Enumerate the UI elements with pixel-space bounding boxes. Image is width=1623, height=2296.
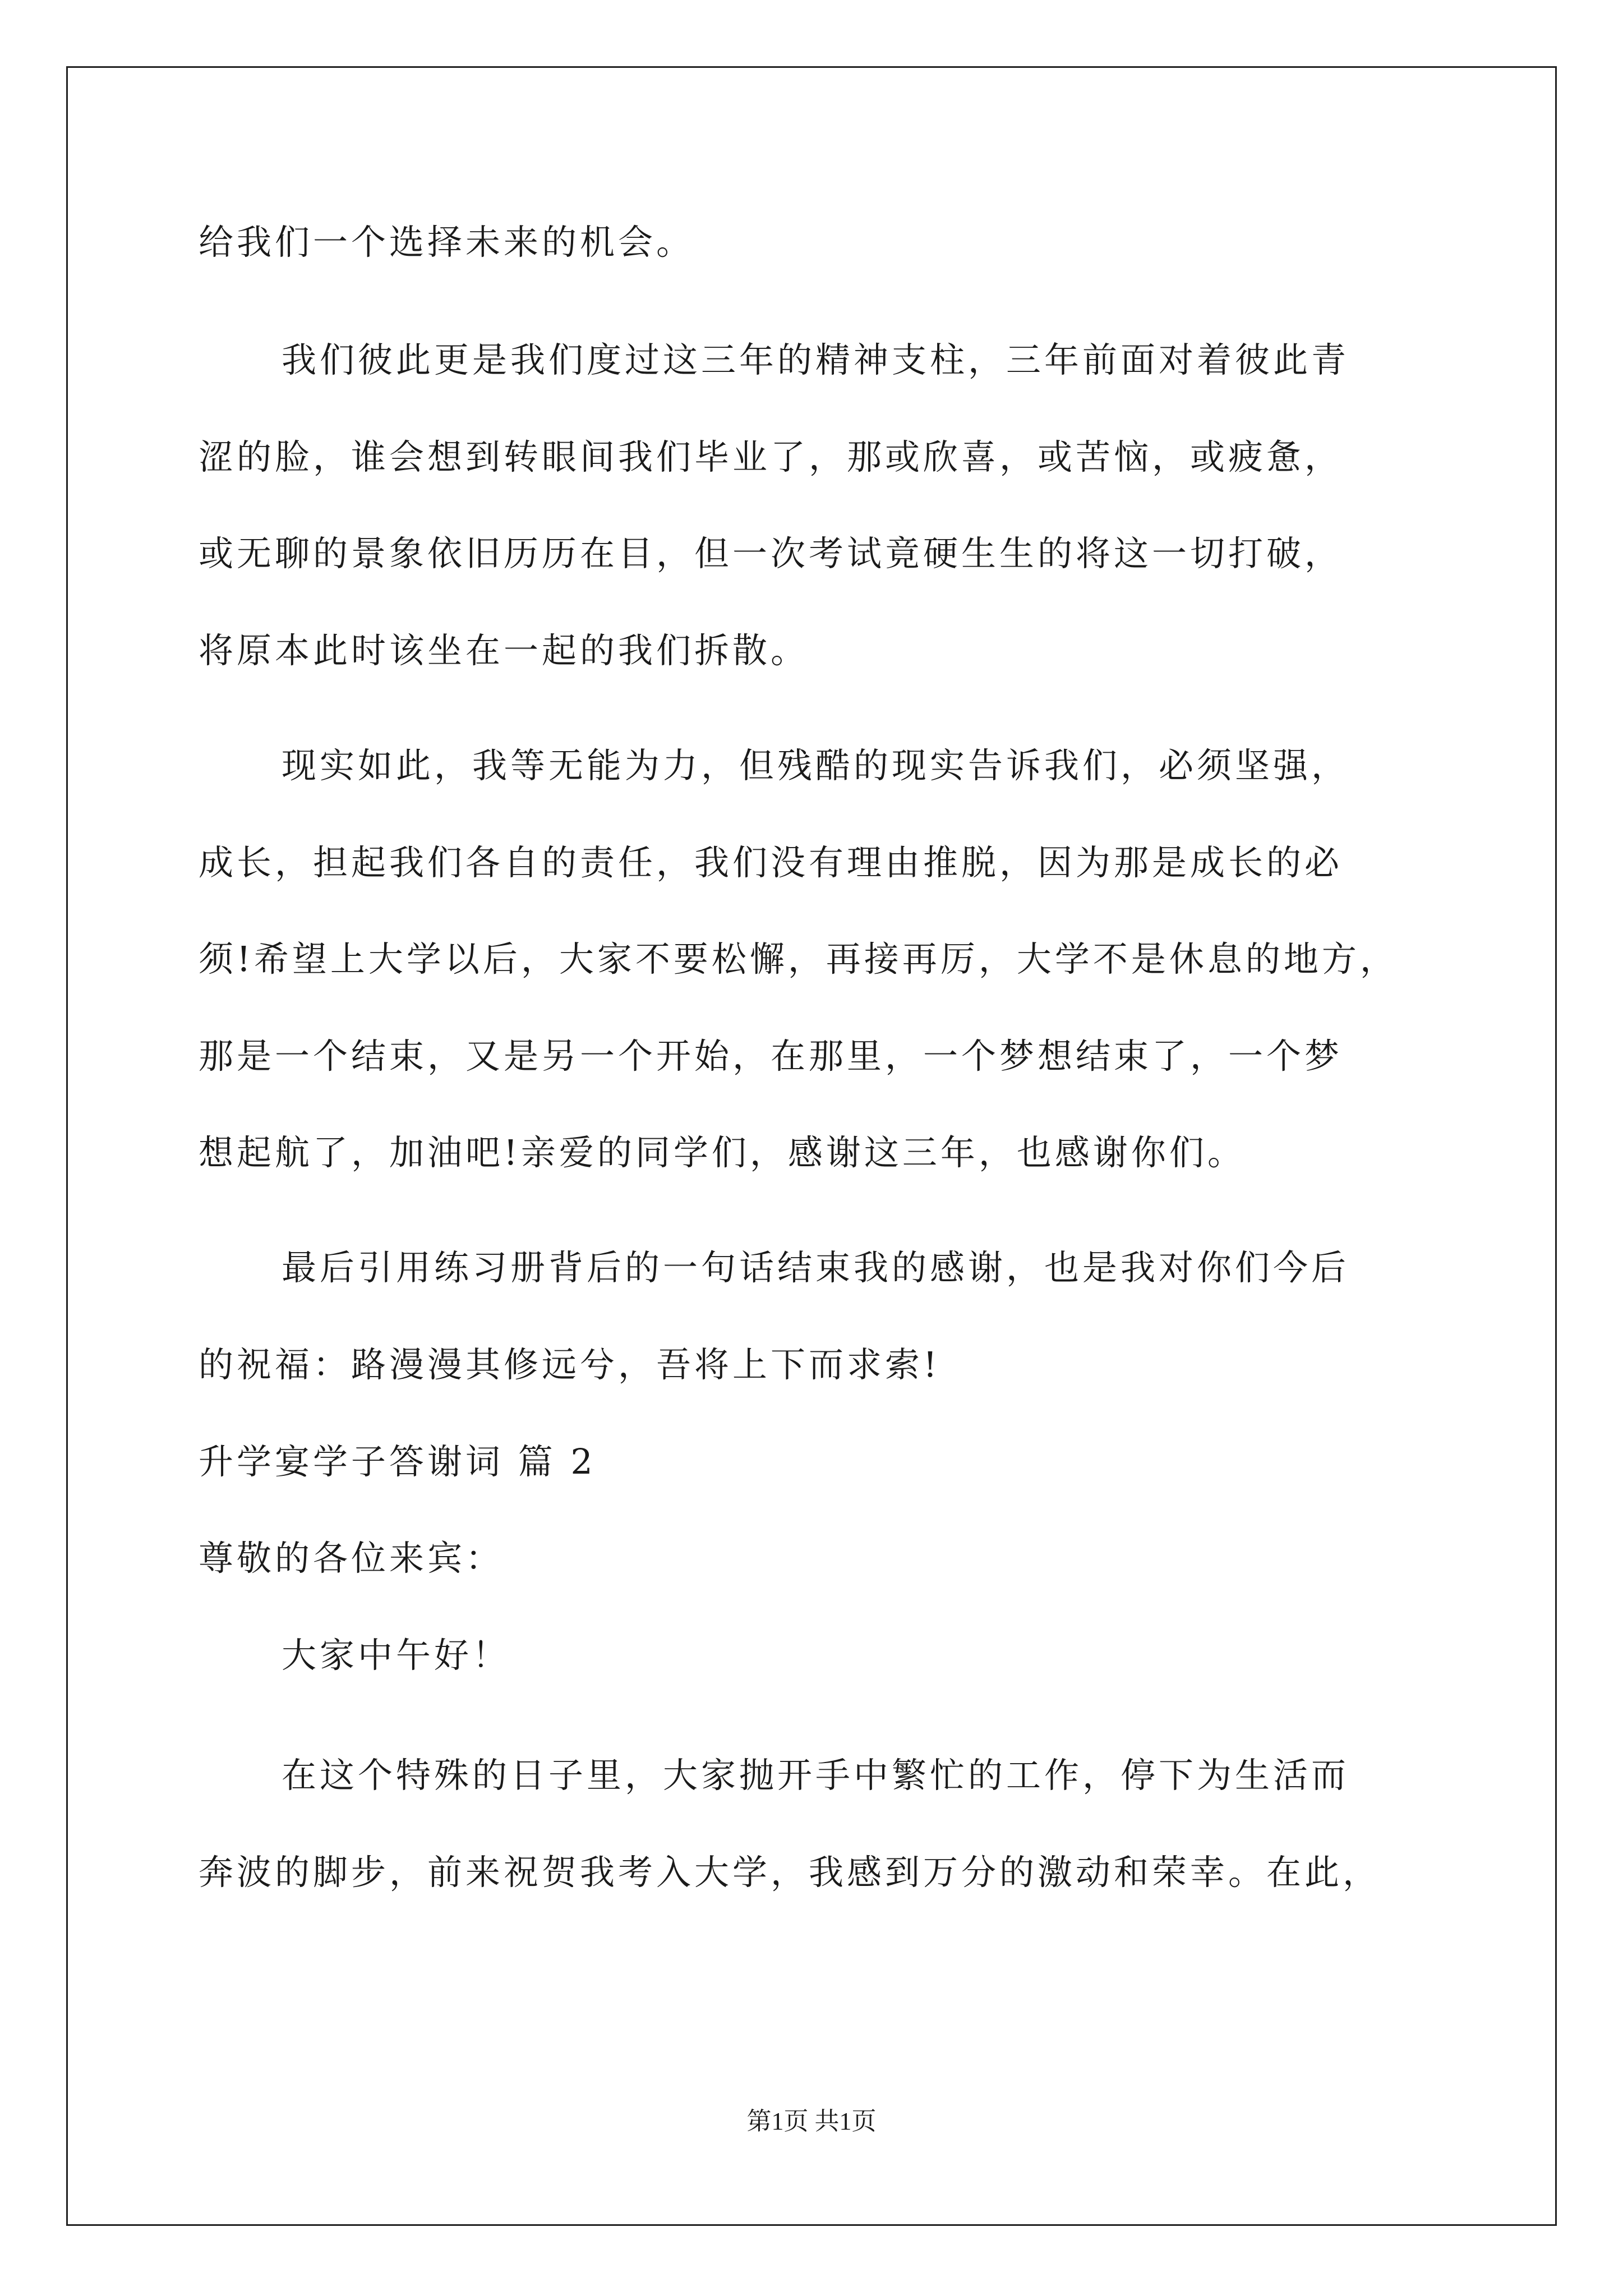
- salutation: 尊敬的各位来宾：: [199, 1538, 504, 1579]
- text-line: 或无聊的景象依旧历历在目，但一次考试竟硬生生的将这一切打破，: [199, 533, 1343, 574]
- text-line: 想起航了，加油吧!亲爱的同学们，感谢这三年，也感谢你们。: [199, 1132, 1246, 1173]
- text-line: 给我们一个选择未来的机会。: [199, 222, 695, 263]
- section-heading: 升学宴学子答谢词 篇 2: [199, 1441, 596, 1482]
- text-line: 现实如此，我等无能为力，但残酷的现实告诉我们，必须坚强，: [282, 745, 1350, 786]
- text-line: 在这个特殊的日子里，大家抛开手中繁忙的工作，停下为生活而: [282, 1755, 1350, 1796]
- text-line: 将原本此时该坐在一起的我们拆散。: [199, 630, 809, 671]
- text-line: 那是一个结束，又是另一个开始，在那里，一个梦想结束了，一个梦: [199, 1036, 1343, 1076]
- text-line: 涩的脸，谁会想到转眼间我们毕业了，那或欣喜，或苦恼，或疲惫，: [199, 436, 1343, 477]
- text-line: 须!希望上大学以后，大家不要松懈，再接再厉，大学不是休息的地方，: [199, 938, 1398, 979]
- text-line: 成长，担起我们各自的责任，我们没有理由推脱，因为那是成长的必: [199, 842, 1343, 883]
- text-line: 的祝福：路漫漫其修远兮，吾将上下而求索!: [199, 1344, 940, 1385]
- text-line: 奔波的脚步，前来祝贺我考入大学，我感到万分的激动和荣幸。在此，: [199, 1852, 1381, 1893]
- text-line: 我们彼此更是我们度过这三年的精神支柱，三年前面对着彼此青: [282, 339, 1350, 380]
- greeting: 大家中午好！: [282, 1635, 511, 1676]
- text-line: 最后引用练习册背后的一句话结束我的感谢，也是我对你们今后: [282, 1247, 1350, 1288]
- page-footer: 第1页 共1页: [746, 2108, 877, 2135]
